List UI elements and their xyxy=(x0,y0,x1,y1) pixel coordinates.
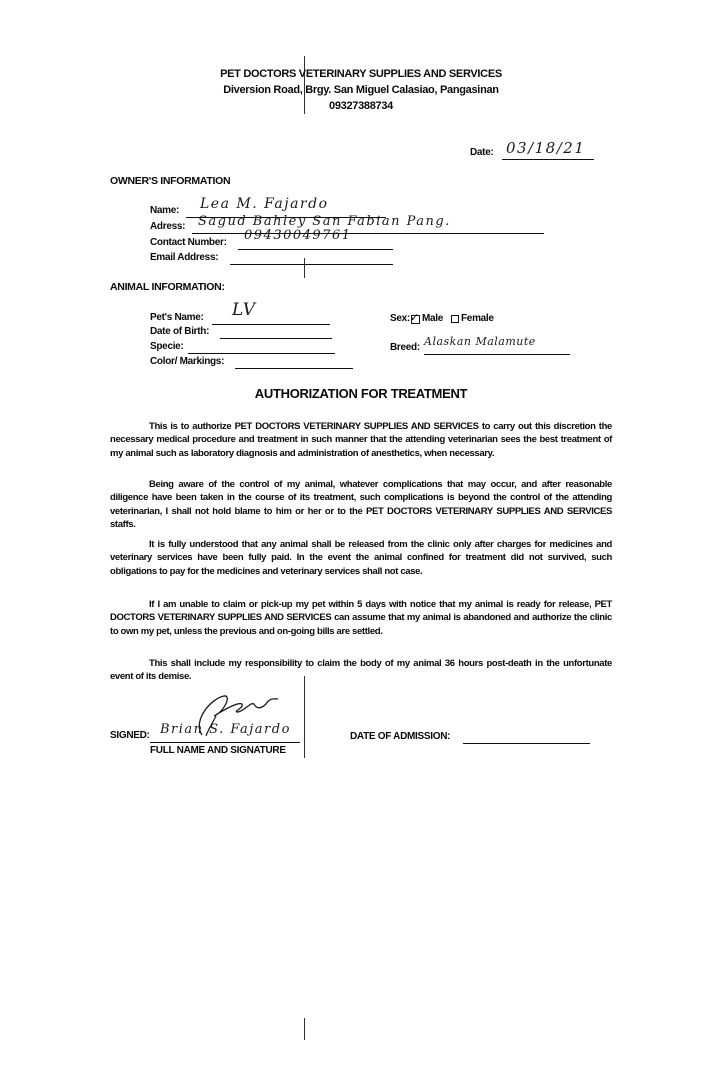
owner-name-value: Lea M. Fajardo xyxy=(200,196,329,212)
sex-female-label: Female xyxy=(461,313,494,324)
authorization-paragraph-2: Being aware of the control of my animal, whatever complications that may occur, and after reasonable diligence have been taken in the course of its treatment, such complications is beyond the control of the attending veterinarian, I shall not hold blame to him or her or to the PET DOCTORS VETERINARY SUPPLIES AND SERVICES staffs. xyxy=(110,479,612,531)
admission-date-label: DATE OF ADMISSION: xyxy=(350,731,451,742)
color-markings-label: Color/ Markings: xyxy=(150,356,225,367)
date-value: 03/18/21 xyxy=(506,139,586,157)
breed-value: Alaskan Malamute xyxy=(424,335,536,348)
contact-number-label: Contact Number: xyxy=(150,237,227,248)
company-address: Diversion Road, Brgy. San Miguel Calasiao, Pangasinan xyxy=(223,84,499,96)
signature-caption: FULL NAME AND SIGNATURE xyxy=(150,745,286,756)
pet-name-field[interactable] xyxy=(212,310,330,325)
date-label: Date: xyxy=(470,147,494,158)
admission-date-field[interactable] xyxy=(463,729,590,744)
authorization-title: AUTHORIZATION FOR TREATMENT xyxy=(254,386,468,401)
animal-heading: ANIMAL INFORMATION: xyxy=(110,281,225,293)
authorization-paragraph-5: This shall include my responsibility to claim the body of my animal 36 hours post-death in the unfortunate event of its demise. xyxy=(110,658,612,683)
authorization-paragraph-1: This is to authorize PET DOCTORS VETERINARY SUPPLIES AND SERVICES to carry out this discretion the necessary medical procedure and treatment in such manner that the attending veterinarian sees the best treatment of my animal such as laboratory diagnosis and administration of anesthetics, when necessary. xyxy=(110,421,612,459)
contact-number-value: 09430049761 xyxy=(244,228,352,243)
owner-address-label: Adress: xyxy=(150,221,186,232)
sex-male-check-mark: ✓ xyxy=(410,311,420,324)
owner-address-value: Sagud Bahley San Fabian Pang. xyxy=(198,214,451,229)
email-field[interactable] xyxy=(230,250,393,265)
breed-label: Breed: xyxy=(390,342,420,353)
signed-label: SIGNED: xyxy=(110,730,150,741)
fold-crease-bottom xyxy=(304,1018,305,1040)
sex-label: Sex: xyxy=(390,313,410,324)
authorization-paragraph-4: If I am unable to claim or pick-up my pet within 5 days with notice that my animal is ready for release, PET DOCTORS VETERINARY SUPPLIES AND SERVICES can assume that my animal is abandoned and authorize the clinic to own my pet, unless the previous and on-going bills are settled. xyxy=(110,599,612,637)
authorization-paragraph-3: It is fully understood that any animal shall be released from the clinic only after charges for medicines and veterinary services have been fully paid. In the event the animal confined for treatment did not survived, such obligations to pay for the medicines and veterinary services shall not case. xyxy=(110,539,612,577)
dob-field[interactable] xyxy=(220,324,332,339)
fold-crease-mid xyxy=(304,676,305,758)
owner-heading: OWNER'S INFORMATION xyxy=(110,175,231,187)
specie-label: Specie: xyxy=(150,341,184,352)
color-markings-field[interactable] xyxy=(235,354,353,369)
pet-name-label: Pet's Name: xyxy=(150,312,204,323)
sex-female-checkbox[interactable] xyxy=(451,315,459,323)
pet-name-value: LV xyxy=(232,300,257,320)
company-phone: 09327388734 xyxy=(329,100,393,112)
dob-label: Date of Birth: xyxy=(150,326,210,337)
specie-field[interactable] xyxy=(188,339,335,354)
sex-male-label: Male xyxy=(422,313,444,324)
owner-name-label: Name: xyxy=(150,205,180,216)
email-label: Email Address: xyxy=(150,252,219,263)
company-name: PET DOCTORS VETERINARY SUPPLIES AND SERVICES xyxy=(220,68,502,80)
signed-name-value: Brian S. Fajardo xyxy=(160,722,291,737)
